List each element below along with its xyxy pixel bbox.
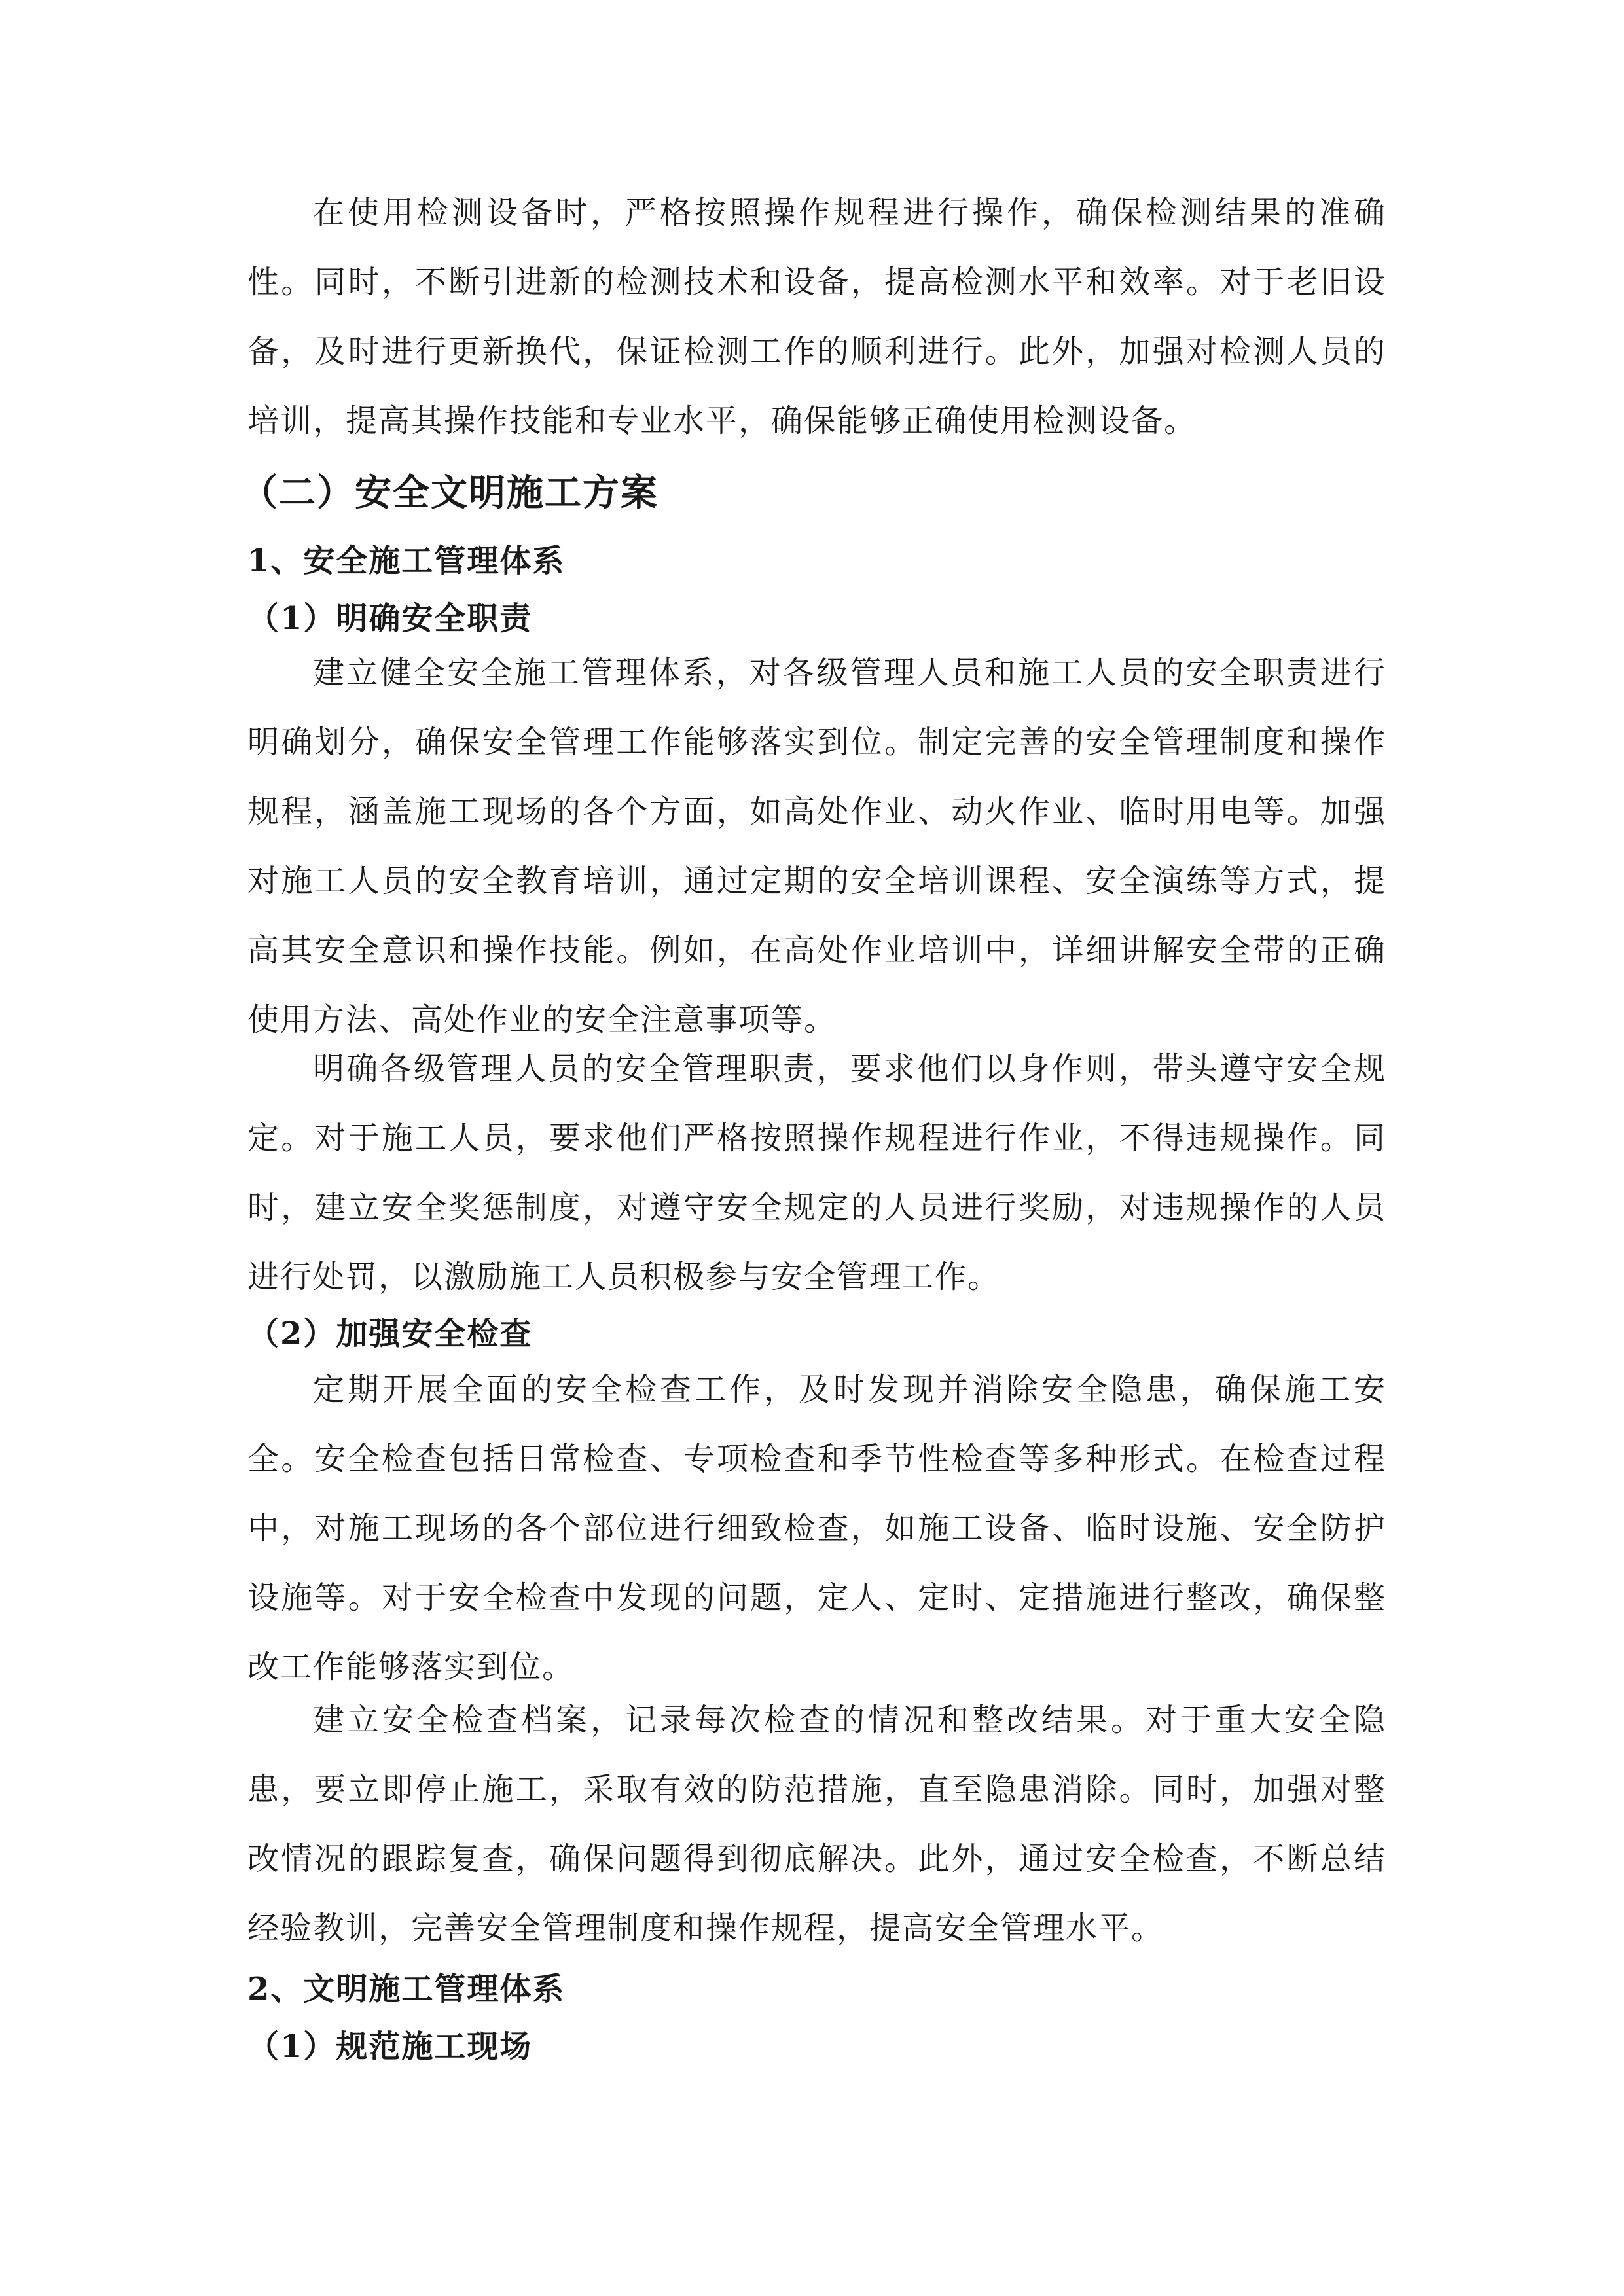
heading-clarify-safety-duties: （1）明确安全职责 (247, 600, 533, 637)
paragraph-safety-system-establishment: 建立健全安全施工管理体系，对各级管理人员和施工人员的安全职责进行明确划分，确保安全管理工作能够落实到位。制定完善的安全管理制度和操作规程，涵盖施工现场的各个方面，如高处作业、动火作业、临时用电等。加强对施工人员的安全教育培训，通过定期的安全培训课程、安全演练等方式，提高其安全意识和操作技能。例如，在高处作业培训中，详细讲解安全带的正确使用方法、高处作业的安全注意事项等。 (247, 655, 1386, 1038)
heading-standardize-site: （1）规范施工现场 (247, 2028, 533, 2065)
paragraph-regular-inspection: 定期开展全面的安全检查工作，及时发现并消除安全隐患，确保施工安全。安全检查包括日常检查、专项检查和季节性检查等多种形式。在检查过程中，对施工现场的各个部位进行细致检查，如施工设备、临时设施、安全防护设施等。对于安全检查中发现的问题，定人、定时、定措施进行整改，确保整改工作能够落实到位。 (247, 1371, 1386, 1685)
paragraph-inspection-records: 建立安全检查档案，记录每次检查的情况和整改结果。对于重大安全隐患，要立即停止施工，采取有效的防范措施，直至隐患消除。同时，加强对整改情况的跟踪复查，确保问题得到彻底解决。此外，通过安全检查，不断总结经验教训，完善安全管理制度和操作规程，提高安全管理水平。 (247, 1702, 1386, 1946)
heading-strengthen-safety-inspection: （2）加强安全检查 (247, 1316, 533, 1352)
section-heading-safety-civilized-construction: （二）安全文明施工方案 (241, 471, 659, 514)
heading-safety-management-system: 1、安全施工管理体系 (247, 543, 566, 579)
paragraph-equipment-usage: 在使用检测设备时，严格按照操作规程进行操作，确保检测结果的准确性。同时，不断引进新的检测技术和设备，提高检测水平和效率。对于老旧设备，及时进行更新换代，保证检测工作的顺利进行。此外，加强对检测人员的培训，提高其操作技能和专业水平，确保能够正确使用检测设备。 (247, 194, 1386, 439)
heading-civilized-construction-system: 2、文明施工管理体系 (247, 1971, 566, 2007)
paragraph-management-duties: 明确各级管理人员的安全管理职责，要求他们以身作则，带头遵守安全规定。对于施工人员，要求他们严格按照操作规程进行作业，不得违规操作。同时，建立安全奖惩制度，对遵守安全规定的人员进行奖励，对违规操作的人员进行处罚，以激励施工人员积极参与安全管理工作。 (247, 1050, 1386, 1295)
